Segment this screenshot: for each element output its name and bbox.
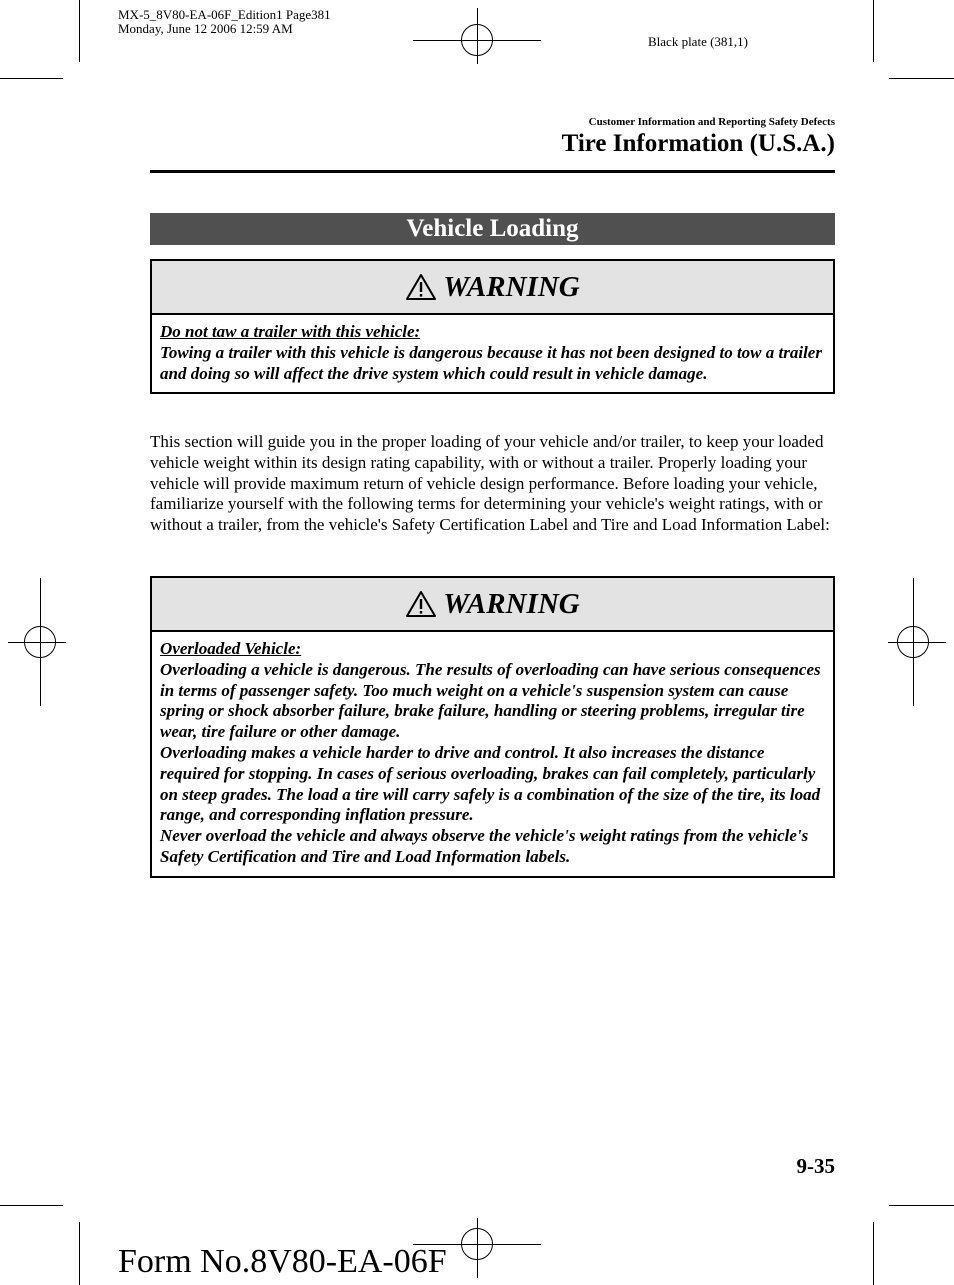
section-label: Customer Information and Reporting Safety Defects (588, 116, 835, 128)
warning-triangle-icon (405, 590, 437, 618)
print-metadata (118, 8, 331, 36)
warning-paragraph-3: Never overload the vehicle and always observe the vehicle's weight ratings from the vehicle's Safety Certification and Tire and Load Information labels. (160, 826, 809, 866)
body-paragraph: This section will guide you in the proper loading of your vehicle and/or trailer, to keep your loaded vehicle weight within its design rating capability, with or without a trailer. Properly loading your vehicle will provide maximum return of vehicle design performance. Before loading your vehicle, familiarize yourself with the following terms for determining your vehicle's weight ratings, with or without a trailer, from the vehicle's Safety Certification Label and Tire and Load Information Label: (150, 432, 830, 535)
warning-title: WARNING (443, 270, 580, 303)
warning-title: WARNING (443, 587, 580, 620)
warning-header (152, 261, 833, 315)
section-banner: Vehicle Loading (150, 213, 835, 245)
print-file-line: MX-5_8V80-EA-06F_Edition1 Page381 (118, 7, 331, 22)
warning-body (152, 315, 833, 392)
warning-subtitle: Overloaded Vehicle: (160, 639, 302, 658)
page-number: 9-35 (796, 1154, 835, 1178)
warning-body (152, 632, 833, 876)
warning-header (152, 578, 833, 632)
warning-paragraph-2: Overloading makes a vehicle harder to drive and control. It also increases the distance required for stopping. In cases of serious overloading, brakes can fail completely, particularly on steep grades. The load a tire will carry safely is a combination of the size of the tire, its load range, and corresponding inflation pressure. (160, 742, 821, 825)
warning-paragraph-1: Overloading a vehicle is dangerous. The results of overloading can have serious consequences in terms of passenger safety. Too much weight on a vehicle's suspension system can cause spring or shock absorber failure, brake failure, handling or steering problems, irregular tire wear, tire failure or other damage. (160, 659, 821, 742)
warning-text: Towing a trailer with this vehicle is dangerous because it has not been designed to tow a trailer and doing so will affect the drive system which could result in vehicle damage. (160, 342, 822, 383)
warning-triangle-icon (405, 273, 437, 301)
black-plate-label: Black plate (381,1) (648, 34, 748, 49)
print-date-line: Monday, June 12 2006 12:59 AM (118, 21, 293, 36)
heading-rule (150, 170, 835, 173)
warning-subtitle: Do not taw a trailer with this vehicle: (160, 322, 421, 341)
warning-box-overload (150, 576, 835, 878)
warning-box-trailer (150, 259, 835, 394)
form-number: Form No.8V80-EA-06F (118, 1243, 447, 1280)
page-title: Tire Information (U.S.A.) (561, 130, 835, 157)
